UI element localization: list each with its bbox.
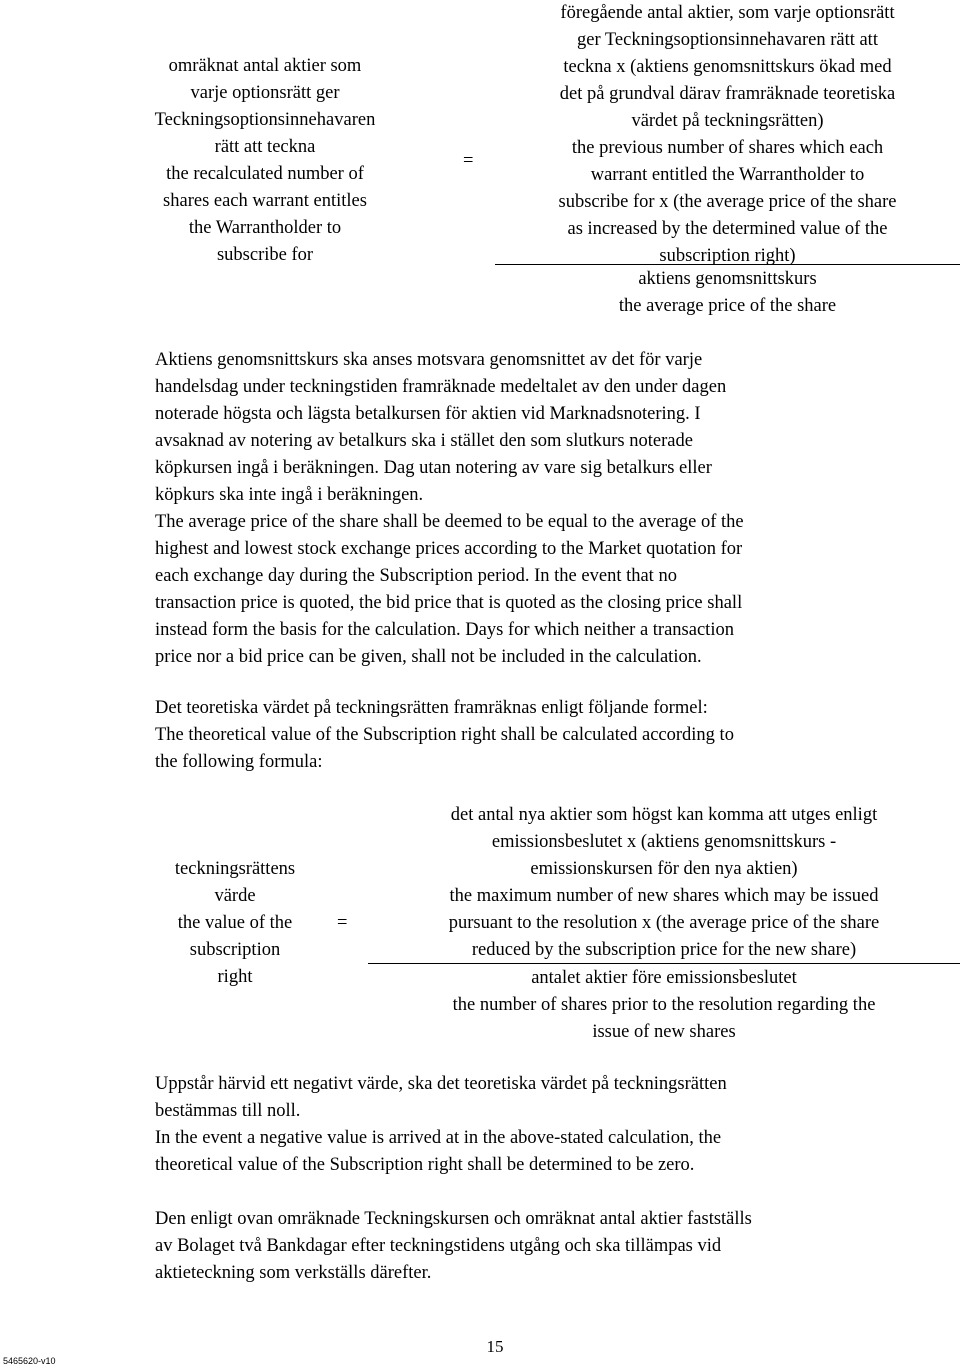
text-line: emissionskursen för den nya aktien) (530, 859, 798, 879)
text-line: noterade högsta och lägsta betalkursen för aktien vid Marknadsnotering. I (155, 404, 701, 424)
text-line: reduced by the subscription price for the new share) (471, 940, 857, 960)
formula2-numerator (368, 802, 960, 964)
text-line: the average price of the share (618, 296, 837, 316)
text-line: the number of shares prior to the resolution regarding the (452, 995, 876, 1015)
formula1-equals-sign: = (463, 151, 474, 171)
formula2-fraction-bar (368, 963, 960, 964)
text-line: highest and lowest stock exchange prices according to the Market quotation for (155, 539, 743, 559)
text-line: The average price of the share shall be deemed to be equal to the average of the (155, 512, 744, 532)
text-line: föregående antal aktier, som varje optionsrätt (560, 3, 895, 23)
paragraph-recalculation (155, 1206, 945, 1287)
text-line: shares each warrant entitles (163, 191, 367, 211)
paragraph-average-price (155, 347, 945, 671)
formula1-left-side (140, 53, 390, 269)
text-line: the previous number of shares which each (571, 138, 884, 158)
text-line: köpkursen ingå i beräkningen. Dag utan notering av vare sig betalkurs eller (155, 458, 712, 478)
text-line: price nor a bid price can be given, shall not be included in the calculation. (155, 647, 702, 667)
text-line: pursuant to the resolution x (the average price of the share (448, 913, 880, 933)
text-line: subscription (189, 940, 281, 960)
text-line: each exchange day during the Subscription period. In the event that no (155, 566, 677, 586)
text-line: omräknat antal aktier som (168, 56, 362, 76)
text-line: varje optionsrätt ger (190, 83, 340, 103)
text-line: subscribe for (216, 245, 314, 265)
text-line: In the event a negative value is arrived at in the above-stated calculation, the (155, 1128, 722, 1148)
text-line: the following formula: (155, 752, 323, 772)
formula2-denominator (368, 965, 960, 1046)
text-line: transaction price is quoted, the bid price that is quoted as the closing price shall (155, 593, 743, 613)
text-line: Teckningsoptionsinnehavaren (154, 110, 376, 130)
text-line: handelsdag under teckningstiden framräknade medeltalet av den under dagen (155, 377, 727, 397)
formula2-equals-sign: = (337, 913, 348, 933)
text-line: Uppstår härvid ett negativt värde, ska det teoretiska värdet på teckningsrätten (155, 1074, 727, 1094)
text-line: the maximum number of new shares which may be issued (449, 886, 879, 906)
text-line: Den enligt ovan omräknade Teckningskursen och omräknat antal aktier fastställs (155, 1209, 752, 1229)
text-line: subscribe for x (the average price of the share (558, 192, 897, 212)
document-id: 5465620-v10 (3, 1356, 56, 1366)
text-line: right (217, 967, 253, 987)
paragraph-negative-value (155, 1071, 945, 1179)
formula2-left-side (140, 856, 330, 991)
text-line: The theoretical value of the Subscription right shall be calculated according to (155, 725, 734, 745)
formula1-denominator (495, 266, 960, 320)
text-line: theoretical value of the Subscription right shall be determined to be zero. (155, 1155, 695, 1175)
text-line: teckna x (aktiens genomsnittskurs ökad med (563, 57, 892, 77)
text-line: rätt att teckna (214, 137, 316, 157)
text-line: av Bolaget två Bankdagar efter teckningstidens utgång och ska tillämpas vid (155, 1236, 722, 1256)
text-line: teckningsrättens (174, 859, 296, 879)
page-number: 15 (486, 1337, 504, 1356)
text-line: värdet på teckningsrätten) (631, 111, 824, 131)
text-line: avsaknad av notering av betalkurs ska i stället den som slutkurs noterade (155, 431, 693, 451)
text-line: the recalculated number of (166, 164, 364, 184)
text-line: subscription right) (659, 246, 796, 266)
text-line: Aktiens genomsnittskurs ska anses motsvara genomsnittet av det för varje (155, 350, 703, 370)
text-line: köpkurs ska inte ingå i beräkningen. (155, 485, 424, 505)
text-line: det antal nya aktier som högst kan komma att utges enligt (450, 805, 878, 825)
text-line: issue of new shares (592, 1022, 736, 1042)
formula1-fraction-bar (495, 264, 960, 265)
text-line: warrant entitled the Warrantholder to (590, 165, 865, 185)
text-line: aktieteckning som verkställs därefter. (155, 1263, 432, 1283)
text-line: as increased by the determined value of the (567, 219, 888, 239)
text-line: the value of the (177, 913, 293, 933)
text-line: antalet aktier före emissionsbeslutet (531, 968, 797, 988)
paragraph-formula-intro (155, 695, 945, 776)
text-line: aktiens genomsnittskurs (638, 269, 817, 289)
text-line: instead form the basis for the calculation. Days for which neither a transaction (155, 620, 734, 640)
text-line: Det teoretiska värdet på teckningsrätten framräknas enligt följande formel: (155, 698, 708, 718)
text-line: ger Teckningsoptionsinnehavaren rätt att (577, 30, 878, 50)
text-line: det på grundval därav framräknade teoretiska (559, 84, 896, 104)
text-line: värde (214, 886, 256, 906)
text-line: the Warrantholder to (188, 218, 342, 238)
formula1-numerator (495, 0, 960, 270)
text-line: emissionsbeslutet x (aktiens genomsnittskurs - (491, 832, 837, 852)
text-line: bestämmas till noll. (155, 1101, 301, 1121)
